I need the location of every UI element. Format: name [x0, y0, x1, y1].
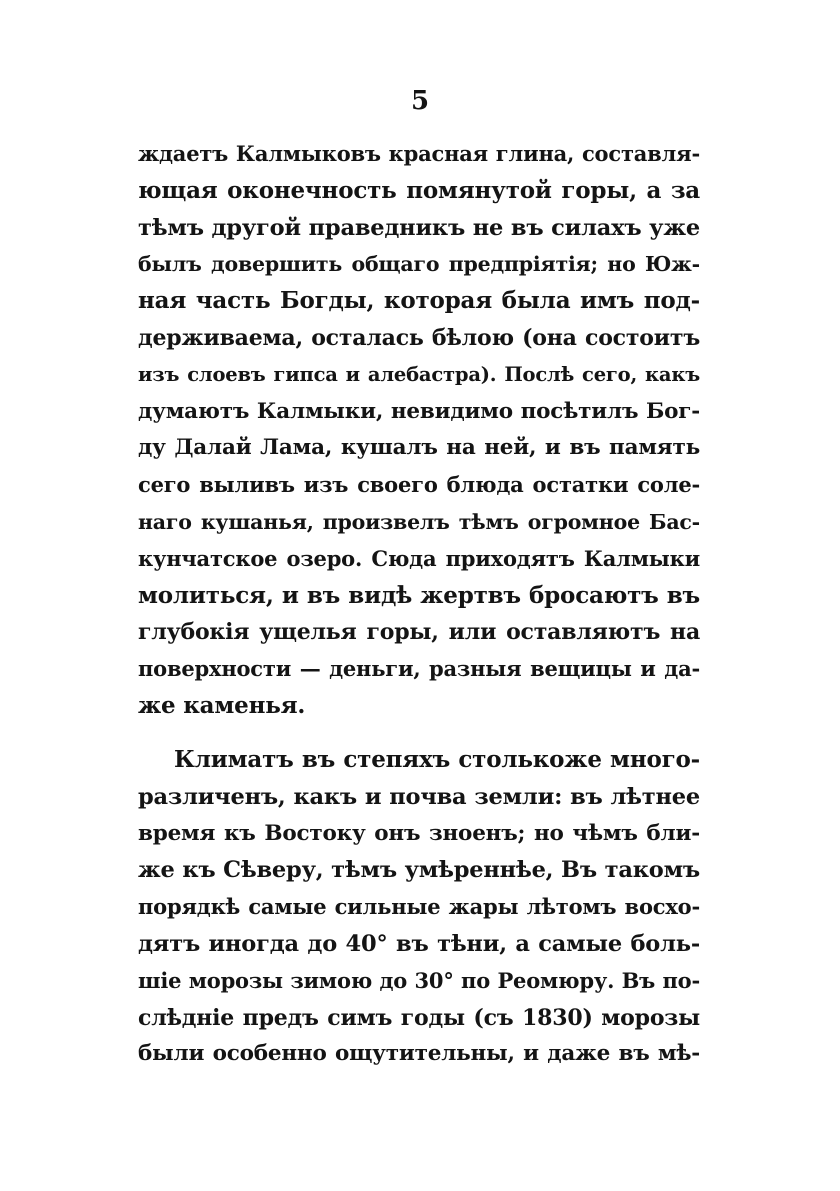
text-line: тѣмъ другой праведникъ не въ силахъ уже: [138, 214, 700, 241]
text-line: сего выливъ изъ своего блюда остатки соле-: [138, 472, 700, 498]
text-line: изъ слоевъ гипса и алебастра). Послѣ сего, какъ: [138, 362, 700, 386]
text-line: же къ Сѣверу, тѣмъ умѣреннѣе, Въ такомъ: [138, 857, 700, 884]
text-line: ная часть Богды, которая была имъ под-: [138, 287, 700, 315]
text-line: Климатъ въ степяхъ столькоже много-: [174, 746, 700, 773]
paragraph-1: [138, 136, 700, 725]
text-line: шіе морозы зимою до 30° по Реомюру. Въ по-: [138, 967, 700, 993]
text-line: порядкѣ самые сильные жары лѣтомъ восхо-: [138, 894, 700, 920]
text-line: думаютъ Калмыки, невидимо посѣтилъ Бог-: [138, 398, 700, 424]
text-line: наго кушанья, произвелъ тѣмъ огромное Бас-: [138, 509, 700, 534]
text-line: ждаетъ Калмыковъ красная глина, составля-: [138, 141, 700, 166]
text-line: слѣдніе предъ симъ годы (съ 1830) морозы: [138, 1004, 700, 1031]
text-line: кунчатское озеро. Сюда приходятъ Калмыки: [138, 545, 700, 571]
text-line: же каменья.: [138, 691, 306, 719]
text-line: были особенно ощутительны, и даже въ мѣ-: [138, 1041, 700, 1067]
text-line: глубокія ущелья горы, или оставляютъ на: [138, 619, 700, 646]
text-line: молиться, и въ видѣ жертвъ бросаютъ въ: [138, 581, 700, 609]
text-line: дятъ иногда до 40° въ тѣни, а самые боль-: [138, 930, 700, 957]
text-line: поверхности — деньги, разныя вещицы и да-: [138, 656, 700, 682]
page-number: 5: [410, 86, 430, 116]
text-line: время къ Востоку онъ зноенъ; но чѣмъ бли-: [138, 820, 700, 846]
text-line: ющая оконечность помянутой горы, а за: [138, 176, 700, 204]
text-line: держиваема, осталась бѣлою (она состоитъ: [138, 324, 700, 351]
paragraph-2: [138, 742, 700, 1073]
text-line: ду Далай Лама, кушалъ на ней, и въ память: [138, 435, 700, 461]
text-line: былъ довершить общаго предпріятія; но Юж-: [138, 252, 700, 277]
text-line: различенъ, какъ и почва земли: въ лѣтнее: [138, 783, 700, 810]
